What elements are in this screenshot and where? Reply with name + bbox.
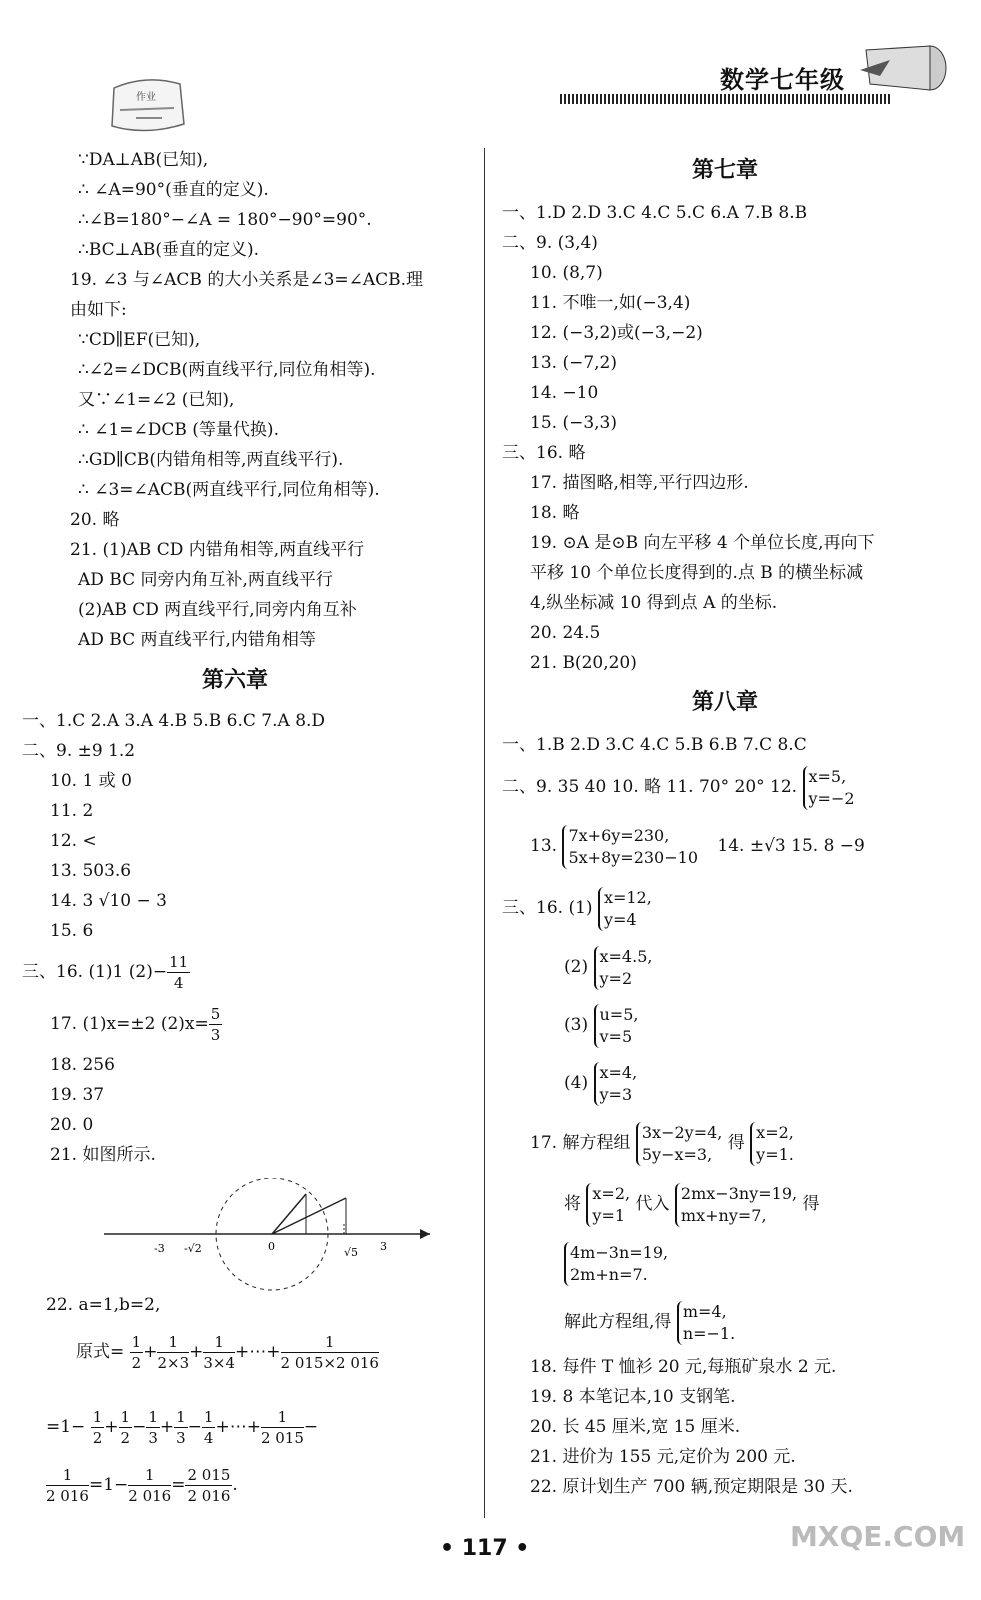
operator: . (232, 1475, 238, 1495)
q16-4 (502, 1054, 972, 1112)
frac-den: 4 (173, 974, 184, 992)
ch8-line3 (502, 814, 972, 878)
text-line: 21. 如图所示. (50, 1145, 156, 1165)
header-bar (560, 94, 890, 104)
operator: +⋯+ (235, 1342, 281, 1362)
q17-de2: 得 (802, 1194, 820, 1214)
frac-num: 2 015 (187, 1466, 231, 1484)
text-line: ∴ ∠3=∠ACB(两直线平行,同位角相等). (78, 480, 380, 500)
q17-system-5 (564, 1242, 668, 1286)
eq: n=−1. (682, 1323, 736, 1343)
text-line: 由如下: (70, 300, 127, 320)
ch8-tail-lines (502, 1352, 972, 1502)
q16-fraction (167, 952, 190, 993)
text-line: 三、16. 略 (502, 443, 586, 463)
ch6-tail-lines (22, 1050, 462, 1170)
q17-jiang: 将 (564, 1194, 581, 1214)
operator: + (159, 1417, 175, 1437)
frac-num: 1 (46, 1465, 89, 1486)
q22-text: 22. a=1,b=2, (46, 1295, 161, 1315)
ch7-answers (502, 198, 972, 678)
header (560, 58, 960, 108)
ch6-q16 (22, 946, 462, 998)
text-line: 10. (8,7) (530, 263, 603, 283)
eq: 4m−3n=19, (570, 1242, 669, 1262)
frac-den: 3 (148, 1429, 158, 1447)
text-line: 11. 不唯一,如(−3,4) (530, 293, 691, 313)
q16-system-1 (598, 887, 652, 931)
q16-sub: (4) (564, 1073, 589, 1093)
fraction (174, 1407, 188, 1448)
ch8-line1: 一、1.B 2.D 3.C 4.C 5.B 6.B 7.C 8.C (502, 735, 807, 755)
fraction (202, 1407, 216, 1448)
q12-system (803, 766, 855, 810)
q22-line2: =1− (46, 1417, 86, 1437)
eq: 7x+6y=230, (568, 825, 670, 845)
text-line: 17. 描图略,相等,平行四边形. (530, 473, 749, 493)
frac-den: 2 016 (187, 1487, 231, 1505)
text-line: 平移 10 个单位长度得到的.点 B 的横坐标减 (530, 563, 864, 583)
text-line: 18. 256 (50, 1055, 115, 1075)
axis-label: 3 (380, 1240, 387, 1253)
q16-sub: (3) (564, 1015, 589, 1035)
text-line: 二、9. (3,4) (502, 233, 598, 253)
axis-label: 0 (268, 1240, 275, 1253)
frac-den: 4 (203, 1429, 214, 1447)
text-line: 20. 略 (70, 510, 120, 530)
q16-sub: (2) (564, 957, 589, 977)
chapter-6-title: 第六章 (201, 668, 268, 693)
eq: x=2, (756, 1122, 794, 1142)
text-line: 一、1.C 2.A 3.A 4.B 5.B 6.C 7.A 8.D (22, 711, 326, 731)
q13-label: 13. (530, 836, 558, 856)
axis-label: -3 (154, 1242, 165, 1255)
operator: − (132, 1417, 147, 1437)
text-line: 4,纵坐标减 10 得到点 A 的坐标. (530, 593, 778, 613)
text-line: 12. < (50, 831, 97, 851)
text-line: ∴∠B=180°−∠A = 180°−90°=90°. (78, 210, 372, 230)
q17-system-4 (675, 1183, 797, 1227)
frac-num: 1 (131, 1333, 142, 1351)
text-line: (2)AB CD 两直线平行,同旁内角互补 (78, 600, 357, 620)
eq: 2mx−3ny=19, (680, 1183, 798, 1203)
q17-line3 (502, 1234, 972, 1292)
q16-system-4 (594, 1062, 638, 1106)
q22-formula-line3 (46, 1460, 476, 1510)
operator: = (171, 1475, 186, 1495)
frac-num: 1 (128, 1465, 171, 1486)
eq: y=1. (756, 1144, 794, 1164)
frac-den: 2×3 (157, 1354, 190, 1372)
page-title: 数学七年级 (720, 66, 845, 94)
text-line: 13. (−7,2) (530, 353, 617, 373)
eq: y=4 (603, 909, 637, 929)
q17-text: 17. (1)x=±2 (2)x= (50, 1014, 209, 1034)
column-divider (484, 148, 485, 1518)
q17-de: 得 (727, 1133, 745, 1153)
eq: u=5, (599, 1004, 639, 1024)
eq: x=2, (592, 1183, 631, 1203)
axis-label: -√2 (184, 1242, 202, 1255)
q22-formula-line1 (46, 1320, 476, 1384)
text-line: 14. −10 (530, 383, 599, 403)
text-line: AD BC 同旁内角互补,两直线平行 (78, 570, 333, 590)
q22-formula: 原式= (76, 1342, 125, 1362)
text-line: 21. B(20,20) (530, 653, 637, 673)
q13-tail: 14. ±√3 15. 8 −9 (717, 836, 865, 856)
text-line: 21. (1)AB CD 内错角相等,两直线平行 (70, 540, 365, 560)
watermark: MXQE.COM (790, 1520, 966, 1553)
left-column (70, 145, 480, 655)
frac-den: 2 (92, 1429, 103, 1447)
text-line: 21. 进价为 155 元,定价为 200 元. (530, 1447, 796, 1467)
frac-num: 11 (169, 953, 189, 971)
text-line: 11. 2 (50, 801, 94, 821)
q17-jie: 解此方程组,得 (564, 1312, 672, 1332)
frac-den: 2 016 (128, 1487, 172, 1505)
frac-num: 1 (92, 1408, 103, 1426)
frac-den: 2 015 (260, 1429, 304, 1447)
text-line: 12. (−3,2)或(−3,−2) (530, 323, 703, 343)
text-line: 15. 6 (50, 921, 94, 941)
eq: y=−2 (808, 788, 855, 808)
frac-den: 2 016 (46, 1487, 89, 1505)
q17-line2 (502, 1174, 972, 1234)
text-line: 20. 0 (50, 1115, 94, 1135)
text-line: ∴GD∥CB(内错角相等,两直线平行). (78, 450, 344, 470)
page-number: • 117 • (440, 1536, 530, 1561)
fraction (130, 1332, 144, 1373)
q16-3 (502, 996, 972, 1054)
q16-text: 三、16. (1)1 (2)− (22, 962, 168, 982)
operator: + (143, 1342, 158, 1362)
frac-den: 3 (176, 1429, 186, 1447)
eq: y=2 (599, 968, 633, 988)
text-line: 13. 503.6 (50, 861, 132, 881)
left-top-lines (70, 145, 480, 655)
q17-line4 (502, 1292, 972, 1352)
q22-formula-line2 (46, 1394, 476, 1460)
q17-system-3 (586, 1183, 630, 1227)
fraction (146, 1407, 160, 1448)
stamp-text: 作业 (136, 92, 156, 103)
q17-text: 17. 解方程组 (530, 1133, 631, 1153)
eq: 3x−2y=4, (641, 1122, 723, 1142)
number-line-figure (100, 1178, 440, 1296)
text-line: ∵DA⊥AB(已知), (78, 150, 209, 170)
text-line: 18. 略 (530, 503, 580, 523)
fraction (185, 1465, 232, 1506)
frac-num: 1 (281, 1332, 379, 1353)
frac-num: 1 (203, 1408, 214, 1426)
text-line: 20. 24.5 (530, 623, 601, 643)
q17-system-6 (677, 1301, 735, 1345)
chapter-7-title: 第七章 (691, 158, 758, 183)
text-line: 二、9. ±9 1.2 (22, 741, 136, 761)
operator: − (187, 1417, 202, 1437)
operator: =1− (88, 1475, 129, 1495)
frac-den: 3×4 (203, 1354, 236, 1372)
frac-num: 1 (120, 1408, 131, 1426)
ch7-lines (502, 198, 972, 678)
eq: 2m+n=7. (570, 1264, 648, 1284)
frac-den: 3 (210, 1026, 221, 1044)
text-line: ∵CD∥EF(已知), (78, 330, 201, 350)
frac-num: 5 (210, 1005, 221, 1023)
chapter-8-title: 第八章 (691, 690, 758, 715)
text-line: 15. (−3,3) (530, 413, 617, 433)
eq: m=4, (682, 1301, 727, 1321)
ch8-line2 (502, 760, 972, 814)
eq: 5y−x=3, (641, 1144, 713, 1164)
ch8-line2-text: 二、9. 35 40 10. 略 11. 70° 20° 12. (502, 777, 798, 797)
operator: +⋯+ (215, 1417, 261, 1437)
fraction (46, 1465, 89, 1506)
eq: y=3 (599, 1084, 633, 1104)
text-line: ∴ ∠A=90°(垂直的定义). (78, 180, 269, 200)
frac-den: 2 (131, 1354, 142, 1372)
q16-label: 三、16. (1) (502, 898, 593, 918)
eq: v=5 (599, 1026, 633, 1046)
ch6-q17 (22, 998, 462, 1050)
stamp-icon (106, 74, 188, 136)
text-line: 一、1.D 2.D 3.C 4.C 5.C 6.A 7.B 8.B (502, 203, 808, 223)
frac-num: 1 (261, 1407, 304, 1428)
eq: x=5, (808, 766, 847, 786)
text-line: 22. 原计划生产 700 辆,预定期限是 30 天. (530, 1477, 853, 1497)
eq: 5x+8y=230−10 (568, 847, 698, 867)
eq: x=12, (603, 887, 652, 907)
fraction (119, 1407, 133, 1448)
text-line: 又∵∠1=∠2 (已知), (78, 390, 235, 410)
eq: x=4, (599, 1062, 638, 1082)
frac-num: 1 (157, 1332, 189, 1353)
frac-num: 1 (203, 1332, 235, 1353)
text-line: 19. 37 (50, 1085, 105, 1105)
fraction (281, 1332, 379, 1373)
text-line: 18. 每件 T 恤衫 20 元,每瓶矿泉水 2 元. (530, 1357, 837, 1377)
fraction (128, 1465, 171, 1506)
operator: − (303, 1417, 319, 1437)
text-line: ∴BC⊥AB(垂直的定义). (78, 240, 260, 260)
fraction (91, 1407, 105, 1448)
q16-system-2 (594, 946, 653, 990)
q17-fraction (209, 1004, 223, 1045)
text-line: 19. ∠3 与∠ACB 的大小关系是∠3=∠ACB.理 (70, 270, 424, 290)
text-line: 19. ⊙A 是⊙B 向左平移 4 个单位长度,再向下 (530, 533, 875, 553)
text-line: 10. 1 或 0 (50, 771, 132, 791)
scroll-icon (860, 40, 952, 96)
q17-line1 (502, 1112, 972, 1174)
frac-num: 1 (176, 1408, 186, 1426)
text-line: AD BC 两直线平行,内错角相等 (78, 630, 316, 650)
q16-2 (502, 938, 972, 996)
operator: + (104, 1417, 119, 1437)
eq: mx+ny=7, (680, 1205, 767, 1225)
frac-den: 2 015×2 016 (280, 1354, 379, 1372)
frac-den: 2 (120, 1429, 131, 1447)
q16-1 (502, 878, 972, 938)
ch8-answers (502, 730, 972, 1502)
eq: x=4.5, (599, 946, 653, 966)
ch6-lines (22, 706, 462, 946)
operator: + (189, 1342, 204, 1362)
q17-system-2 (750, 1122, 794, 1166)
axis-label: √5 (344, 1246, 359, 1259)
fraction (261, 1407, 304, 1448)
frac-num: 1 (148, 1408, 158, 1426)
text-line: 20. 长 45 厘米,宽 15 厘米. (530, 1417, 741, 1437)
q13-system (562, 825, 698, 869)
q17-system-1 (636, 1122, 723, 1166)
ch6-answers (22, 706, 462, 1170)
text-line: ∴∠2=∠DCB(两直线平行,同位角相等). (78, 360, 376, 380)
text-line: 14. 3 √10 − 3 (50, 891, 167, 911)
eq: y=1 (592, 1205, 626, 1225)
q17-dairu: 代入 (635, 1194, 670, 1214)
fraction (157, 1332, 189, 1373)
q16-system-3 (594, 1004, 639, 1048)
text-line: 19. 8 本笔记本,10 支钢笔. (530, 1387, 736, 1407)
text-line: ∴ ∠1=∠DCB (等量代换). (78, 420, 279, 440)
ch6-q22 (46, 1290, 476, 1510)
fraction (203, 1332, 235, 1373)
